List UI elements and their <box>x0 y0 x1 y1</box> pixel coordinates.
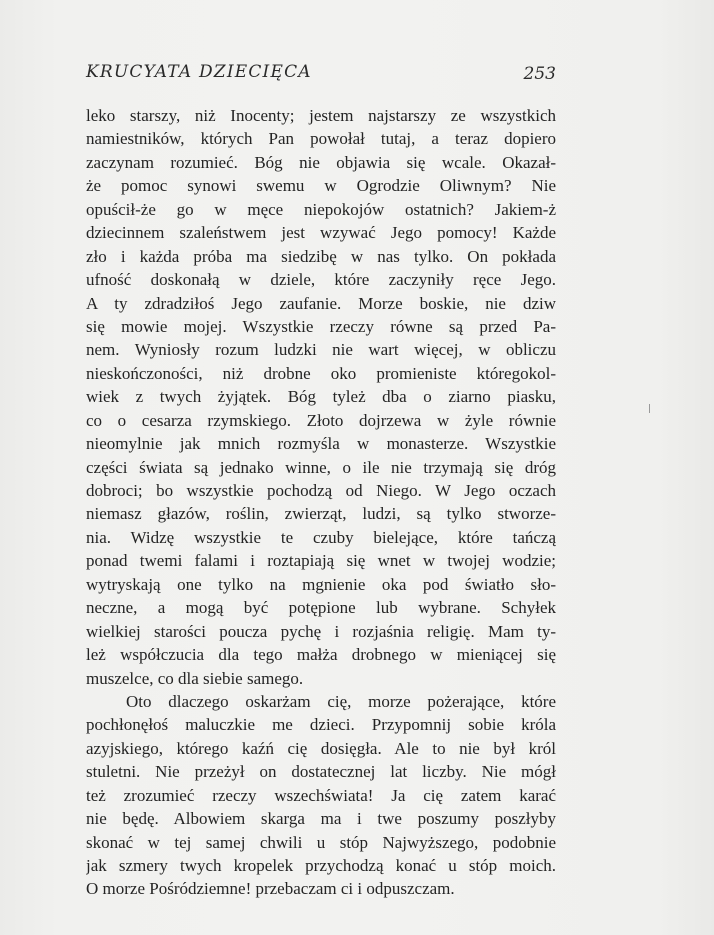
text-line: jak szmery twych kropelek przychodzą konać u stóp moich. <box>86 856 556 875</box>
text-line: azyjskiego, którego kaźń cię dosięgła. Ale to nie był król <box>86 738 556 758</box>
text-line: A ty zdradziłoś Jego zaufanie. Morze boskie, nie dziw <box>86 293 556 313</box>
text-line: neczne, a mogą być potępione lub wybrane. Schyłek <box>86 598 556 618</box>
text-line: się mowie mojej. Wszystkie rzeczy równe są przed Pa- <box>86 316 556 336</box>
running-title: KRUCYATA DZIECIĘCA <box>86 62 312 82</box>
text-line: leż współczucia dla tego małża drobnego w mieniącej się <box>86 645 556 665</box>
text-line: części świata są jednako winne, o ile nie trzymają się dróg <box>86 457 556 477</box>
paragraph-end-line: muszelce, co dla siebie samego. <box>86 668 304 688</box>
text-line: dobroci; bo wszystkie pochodzą od Niego. W Jego oczach <box>86 481 556 500</box>
text-line: dziecinnem szaleństwem jest wzywać Jego pomocy! Każde <box>86 223 556 243</box>
text-line: opuścił-że go w męce niepokojów ostatnich? Jakiem-ż <box>86 199 556 219</box>
text-line: nem. Wyniosły rozum ludzki nie wart więcej, w obliczu <box>86 340 556 360</box>
text-line: zło i każda próba ma siedzibę w nas tylko. On pokłada <box>86 246 556 266</box>
text-line: nieskończoności, niż drobne oko promieniste któregokol- <box>86 363 556 383</box>
page-number: 253 <box>523 64 556 84</box>
text-line: też zrozumieć rzeczy wszechświata! Ja cię zatem karać <box>86 785 556 805</box>
page-header <box>86 62 556 86</box>
text-line: ponad twemi falami i roztapiają się wnet w twojej wodzie; <box>86 551 556 571</box>
text-line: stuletni. Nie przeżył on dostatecznej lat liczby. Nie mógł <box>86 762 556 782</box>
text-line: niemasz głazów, roślin, zwierząt, ludzi, są tylko stworze- <box>86 504 556 524</box>
text-line: ufność doskonałą w dziele, które zaczyniły ręce Jego. <box>86 270 556 290</box>
final-line: O morze Pośródziemne! przebaczam ci i odpuszczam. <box>86 879 455 899</box>
paragraph-start-line: Oto dlaczego oskarżam cię, morze pożerające, które <box>126 691 556 711</box>
text-line: nie będę. Albowiem skarga ma i twe poszumy poszłyby <box>86 809 556 829</box>
paper-speck <box>649 404 650 413</box>
text-line: co o cesarza rzymskiego. Złoto dojrzewa w żyle równie <box>86 410 556 430</box>
text-line: leko starszy, niż Inocenty; jestem najstarszy ze wszystkich <box>86 106 556 125</box>
text-line: nieomylnie jak mnich rozmyśla w monasterze. Wszystkie <box>86 434 556 454</box>
text-line: że pomoc synowi swemu w Ogrodzie Oliwnym? Nie <box>86 176 556 196</box>
text-line: wiek z twych żyjątek. Bóg tyleż dba o ziarno piasku, <box>86 387 556 407</box>
text-line: pochłonęłoś maluczkie me dzieci. Przypomnij sobie króla <box>86 715 556 735</box>
text-line: wytryskają one tylko na mgnienie oka pod światło sło- <box>86 574 556 594</box>
text-line: zaczynam rozumieć. Bóg nie objawia się wcale. Okazał- <box>86 152 556 172</box>
text-line: skonać w tej samej chwili u stóp Najwyższego, podobnie <box>86 832 556 852</box>
text-line: namiestników, których Pan powołał tutaj, a teraz dopiero <box>86 129 556 149</box>
text-line: wielkiej starości poucza pychę i rozjaśnia religię. Mam ty- <box>86 621 556 641</box>
body-text <box>86 104 556 901</box>
text-line: nia. Widzę wszystkie te czuby bielejące, które tańczą <box>86 527 556 547</box>
